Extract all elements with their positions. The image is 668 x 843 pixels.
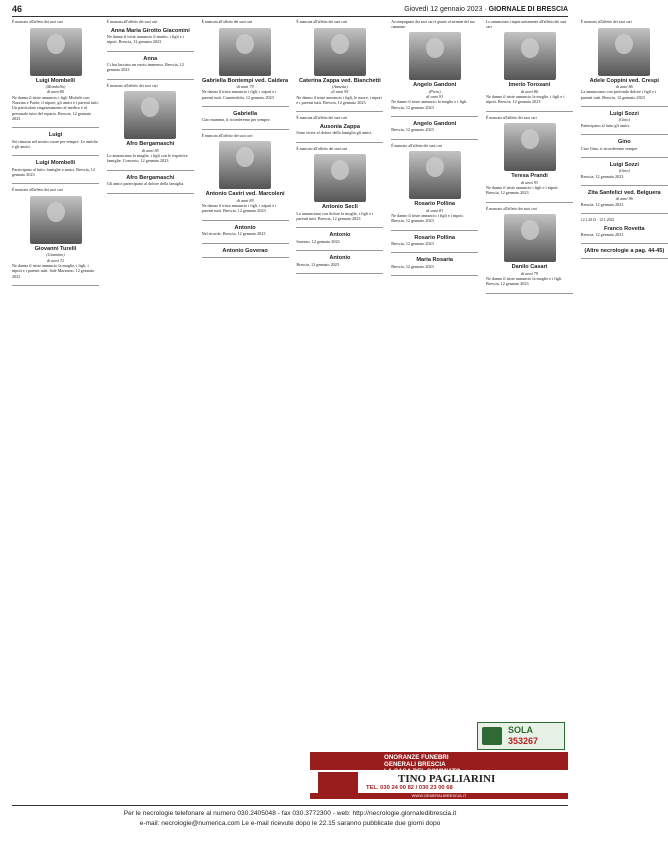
obituary-notice	[391, 257, 478, 276]
notice-body: Ne danno il triste annuncio i figli e i nipoti. Brescia, 12 gennaio 2023	[391, 213, 464, 224]
deceased-name: Danilo Casari	[511, 264, 548, 271]
notice-body: Brescia, 12 gennaio 2023	[580, 201, 624, 207]
column-3	[202, 20, 289, 790]
portrait-photo	[30, 28, 82, 76]
obituary-notice	[202, 20, 289, 107]
obituary-columns	[12, 20, 665, 790]
deceased-name: Antonio	[329, 232, 351, 239]
age-text: di anni 85	[141, 147, 159, 153]
sola-name: SOLA	[508, 725, 534, 735]
date-text: Giovedì 12 gennaio 2023	[404, 6, 483, 13]
deceased-name: Adele Coppini ved. Crespi	[589, 77, 659, 84]
notice-intro: È mancato all'affetto dei suoi cari	[12, 188, 63, 193]
age-text: di anni 79	[521, 270, 538, 276]
notice-intro: È mancato all'affetto dei suoi cari	[580, 20, 632, 24]
obituary-notice	[581, 111, 668, 135]
notice-body: Brescia, 12 gennaio 2023	[391, 127, 434, 133]
age-text: di anni 83	[426, 207, 444, 213]
notice-body: Brescia, 12 gennaio 2023	[391, 263, 434, 269]
notice-intro: Lo annunciano i nipoti unitamente all'affetto dei suoi cari	[486, 20, 567, 29]
portrait-photo	[504, 123, 556, 171]
notice-body: Brescia, 12 gennaio 2023	[391, 241, 434, 247]
notice-body: Ne danno il triste annuncio i figli e i nipoti. Brescia, 12 gennaio 2023	[486, 184, 559, 196]
obituary-notice	[107, 20, 194, 52]
column-6	[486, 20, 573, 790]
paper-name: GIORNALE DI BRESCIA	[488, 6, 568, 13]
nickname: (Gino)	[618, 117, 630, 123]
notice-intro: È mancato all'affetto dei suoi cari	[391, 143, 443, 148]
notice-body: Ne danno il triste annuncio la moglie e i figli. Brescia, 12 gennaio 2023	[486, 275, 563, 287]
age-text: di anni 95	[331, 89, 349, 95]
obituary-notice	[296, 20, 383, 112]
obituary-notice	[202, 225, 289, 244]
obituary-notice	[581, 248, 668, 259]
notice-body: Sono vicini al dolore della famiglia gli amici.	[296, 130, 373, 136]
column-5	[391, 20, 478, 790]
notice-intro: È mancato all'affetto dei suoi cari	[201, 133, 253, 138]
portrait-photo	[598, 28, 650, 76]
notice-intro: È mancato all'affetto dei suoi cari	[106, 83, 158, 88]
age-text: di anni 86	[47, 89, 64, 95]
obituary-notice	[107, 84, 194, 171]
deceased-name: Rosario Pollina	[414, 201, 456, 208]
portrait-photo	[314, 154, 366, 202]
notice-intro: È mancato all'affetto dei suoi cari	[12, 20, 63, 24]
obituary-notice	[486, 116, 573, 203]
notice-body: Ne danno il triste annuncio la moglie, i figli, i nipoti e i parenti tutti. Sale Marasino, 12 gennaio 2023	[12, 263, 95, 279]
portrait-photo	[504, 214, 556, 262]
notice-intro: È mancata all'affetto dei suoi cari	[296, 20, 348, 24]
notice-body: Brescia, 12 gennaio 2023	[580, 173, 624, 179]
deceased-name: Gabriella	[233, 110, 258, 117]
deceased-name: Gino	[617, 139, 631, 146]
deceased-name: Antonio Castri ved. Marcoleni	[205, 191, 285, 198]
notice-body: La annunciano con profondo dolore i figli e i parenti tutti. Brescia, 12 gennaio 2023	[580, 89, 657, 100]
obituary-notice	[581, 218, 668, 244]
deceased-name: Ausonia Zappa	[319, 123, 360, 130]
tino-phone: TEL. 030 24 00 82 / 030 23 00 68	[366, 785, 453, 791]
obituary-notice	[107, 56, 194, 80]
sola-phone: 353267	[508, 736, 539, 746]
obituary-notice	[296, 255, 383, 274]
notice-body: Ciao mamma, ti ricorderemo per sempre.	[201, 117, 271, 123]
obituary-notice	[391, 144, 478, 231]
age-text: di anni 86	[615, 84, 633, 90]
page-header	[12, 4, 568, 17]
obituary-notice	[296, 116, 383, 142]
deceased-name: Luigi Sozzi	[609, 161, 639, 168]
deceased-name: Antonio	[329, 255, 351, 262]
notice-body: Ne danno il triste annuncio i figli, le nuore, i nipoti e i parenti tutti. Brescia, 12 gennaio 2023	[296, 94, 382, 105]
notice-body: Ciao Gino, ti ricorderemo sempre.	[580, 145, 639, 151]
tino-name: TINO PAGLIARINI	[398, 773, 496, 785]
notice-body: Partecipano al lutto: famiglie e amici. Brescia, 12 gennaio 2023	[12, 166, 95, 178]
column-4	[296, 20, 383, 790]
portrait-photo	[409, 32, 461, 80]
deceased-name: Afro Bergamaschi	[126, 141, 175, 148]
deceased-name: Gabriella Bontempi ved. Caldera	[202, 77, 289, 84]
notice-body: Ne danno il triste annuncio la moglie, i figli e i nipoti. Brescia, 12 gennaio 2023	[486, 93, 565, 105]
deceased-name: Antonio	[234, 224, 256, 231]
notice-intro: Accompagnato dai suoi cari è giunto al termine del suo cammino	[391, 20, 476, 29]
deceased-name: Luigi	[48, 132, 63, 139]
notice-intro: È mancata all'affetto dei suoi cari	[201, 20, 253, 24]
deceased-name: Giovanni Turelli	[34, 245, 77, 252]
portrait-photo	[219, 141, 271, 189]
portrait-photo	[30, 196, 82, 244]
age-text: di anni 89	[236, 197, 254, 203]
age-text: di anni 93	[521, 179, 538, 185]
deceased-name: Afro Bergamaschi	[126, 174, 175, 181]
obituary-notice	[296, 232, 383, 251]
deceased-name: Anna Maria Girotto Giacomini	[110, 27, 190, 34]
deceased-name: (Altre necrologie a pag. 44-45)	[584, 248, 665, 255]
deceased-name: Franco Rovetta	[603, 225, 645, 232]
obituary-notice	[486, 20, 573, 112]
ad-sola	[477, 722, 565, 750]
page-number: 46	[12, 4, 23, 14]
column-2	[107, 20, 194, 790]
notice-body: Lo annunciano la moglie, i figli con le rispettive famiglie. Concesio, 12 gennaio 2023	[106, 153, 188, 164]
notice-body: Ci hai lasciato un vuoto immenso. Brescia, 12 gennaio 2023	[106, 62, 184, 73]
obituary-notice	[202, 248, 289, 259]
notice-body: Ne danno il triste annuncio i figli, i nipoti e i parenti tutti. Casnetedolo, 12 gennaio 2023	[201, 89, 277, 100]
notice-intro: È mancato all'affetto dei suoi cari	[486, 206, 537, 211]
notice-body: Partecipano al lutto gli amici.	[580, 122, 631, 128]
obituary-notice	[12, 188, 99, 286]
obituary-notice	[581, 20, 668, 107]
obituary-notice	[12, 20, 99, 128]
footer-line-2: e-mail: necrologie@numerica.com Le e-mail ricevute dopo le 22.15 saranno pubblicate due giorni dopo	[139, 820, 441, 827]
deceased-name: Anna	[143, 55, 158, 62]
deceased-name: Luigi Mombelli	[35, 160, 76, 167]
notice-body: Ne danno il triste annuncio i figli Michele con Nazzina e Paolo; il nipote, gli amici e i parenti tutti. Un particolare ringraziamento al medico e al personale tutto del reparto. Brescia, 12 gennaio 2023	[12, 94, 99, 121]
portrait-photo	[409, 151, 461, 199]
obituary-notice	[202, 111, 289, 130]
notice-body: Ne danno il triste annuncio i figli, i nipoti e i parenti tutti. Brescia, 12 gennaio 2023	[201, 203, 277, 214]
notice-intro: 12.1.2013 - 12.1.2023	[580, 218, 615, 223]
portrait-photo	[504, 32, 556, 80]
deceased-name: Luigi Sozzi	[609, 110, 639, 117]
notice-intro: È mancata all'affetto dei suoi cari	[106, 20, 158, 24]
nickname: (Annetta)	[331, 84, 348, 90]
obituary-notice	[391, 235, 478, 254]
nickname: (Piero)	[428, 88, 441, 94]
notice-body: Sarezzo, 12 gennaio 2023	[296, 238, 340, 244]
age-text: di anni 96	[615, 196, 633, 202]
obituary-notice	[486, 207, 573, 294]
deceased-name: Antonio Secli	[322, 204, 358, 211]
notice-body: Nel ricordo. Brescia, 12 gennaio 2023	[201, 231, 266, 237]
obituary-notice	[202, 134, 289, 221]
notice-body: La annunciano con dolore la moglie, i figli e i parenti tutti. Brescia, 12 gennaio 2023	[296, 210, 374, 222]
age-text: di anni 79	[236, 84, 254, 90]
notice-body: Ne danno il triste annuncio il marito, i figli e i nipoti. Brescia, 12 gennaio 2023	[106, 34, 184, 45]
deceased-name: Teresa Prandi	[511, 173, 548, 180]
nickname: (Gino)	[618, 168, 630, 174]
portrait-photo	[314, 28, 366, 76]
portrait-photo	[219, 28, 271, 76]
age-text: di anni 86	[521, 88, 538, 94]
obituary-notice	[581, 190, 668, 214]
tino-banner-text: ONORANZE FUNEBRI GENERALI BRESCIA LA CASA DEL COMMIATO	[384, 754, 461, 775]
notice-body: Brescia, 12 gennaio 2023	[296, 261, 339, 267]
obituary-notice	[391, 121, 478, 140]
obituary-notice	[296, 147, 383, 229]
obituary-notice	[581, 162, 668, 186]
page-footer	[12, 805, 568, 839]
notice-intro: È mancata all'affetto dei suoi cari	[486, 115, 537, 120]
column-1	[12, 20, 99, 790]
deceased-name: Antonio Goverao	[222, 247, 268, 254]
notice-body: Sei rimasto nel nostro cuore per sempre. Le amiche e gli amici.	[12, 138, 99, 149]
nickname: (Giannino)	[46, 252, 65, 258]
notice-body: Brescia, 12 gennaio 2023	[580, 232, 624, 238]
age-text: di anni 72	[47, 257, 64, 263]
notice-intro: È mancato all'affetto dei suoi cari	[296, 146, 348, 151]
footer-line-1: Per le necrologie telefonare al numero 030.2405048 - fax 030.3772300 - web: http://necrologie.giornaledibrescia.it	[123, 810, 457, 817]
deceased-name: Angelo Gandoni	[413, 120, 457, 127]
deceased-name: Angelo Gandoni	[413, 82, 457, 89]
age-text: di anni 91	[426, 93, 444, 99]
ad-tino-pagliarini	[310, 752, 568, 797]
header-date: Giovedì 12 gennaio 2023 · GIORNALE DI BRESCIA	[404, 6, 568, 13]
obituary-notice	[107, 175, 194, 194]
tino-banner	[310, 752, 568, 775]
tino-logo-icon	[318, 772, 358, 794]
portrait-photo	[124, 91, 176, 139]
obituary-notice	[581, 139, 668, 158]
obituary-notice	[12, 132, 99, 156]
deceased-name: Maria Rosaria	[416, 257, 454, 264]
notice-body: Ne danno il triste annuncio la moglie e i figli. Brescia, 12 gennaio 2023	[391, 99, 468, 110]
obituary-notice	[391, 20, 478, 117]
deceased-name: Imerio Torosani	[508, 82, 551, 89]
deceased-name: Rosario Pollina	[414, 234, 456, 241]
obituary-notice	[12, 160, 99, 184]
notice-intro: È mancata all'affetto dei suoi cari	[296, 116, 348, 121]
tino-web: WWW.GENERALIBRESCIA.IT	[310, 793, 568, 799]
deceased-name: Luigi Mombelli	[35, 77, 76, 84]
notice-body: Gli amici partecipano al dolore della famiglia.	[106, 181, 185, 187]
column-7	[581, 20, 668, 790]
nickname: (Mombello)	[45, 84, 66, 90]
deceased-name: Caterina Zappa ved. Bianchetti	[299, 77, 381, 84]
sola-logo-icon	[482, 727, 502, 745]
deceased-name: Zita Sanfelici ved. Belguera	[587, 189, 661, 196]
